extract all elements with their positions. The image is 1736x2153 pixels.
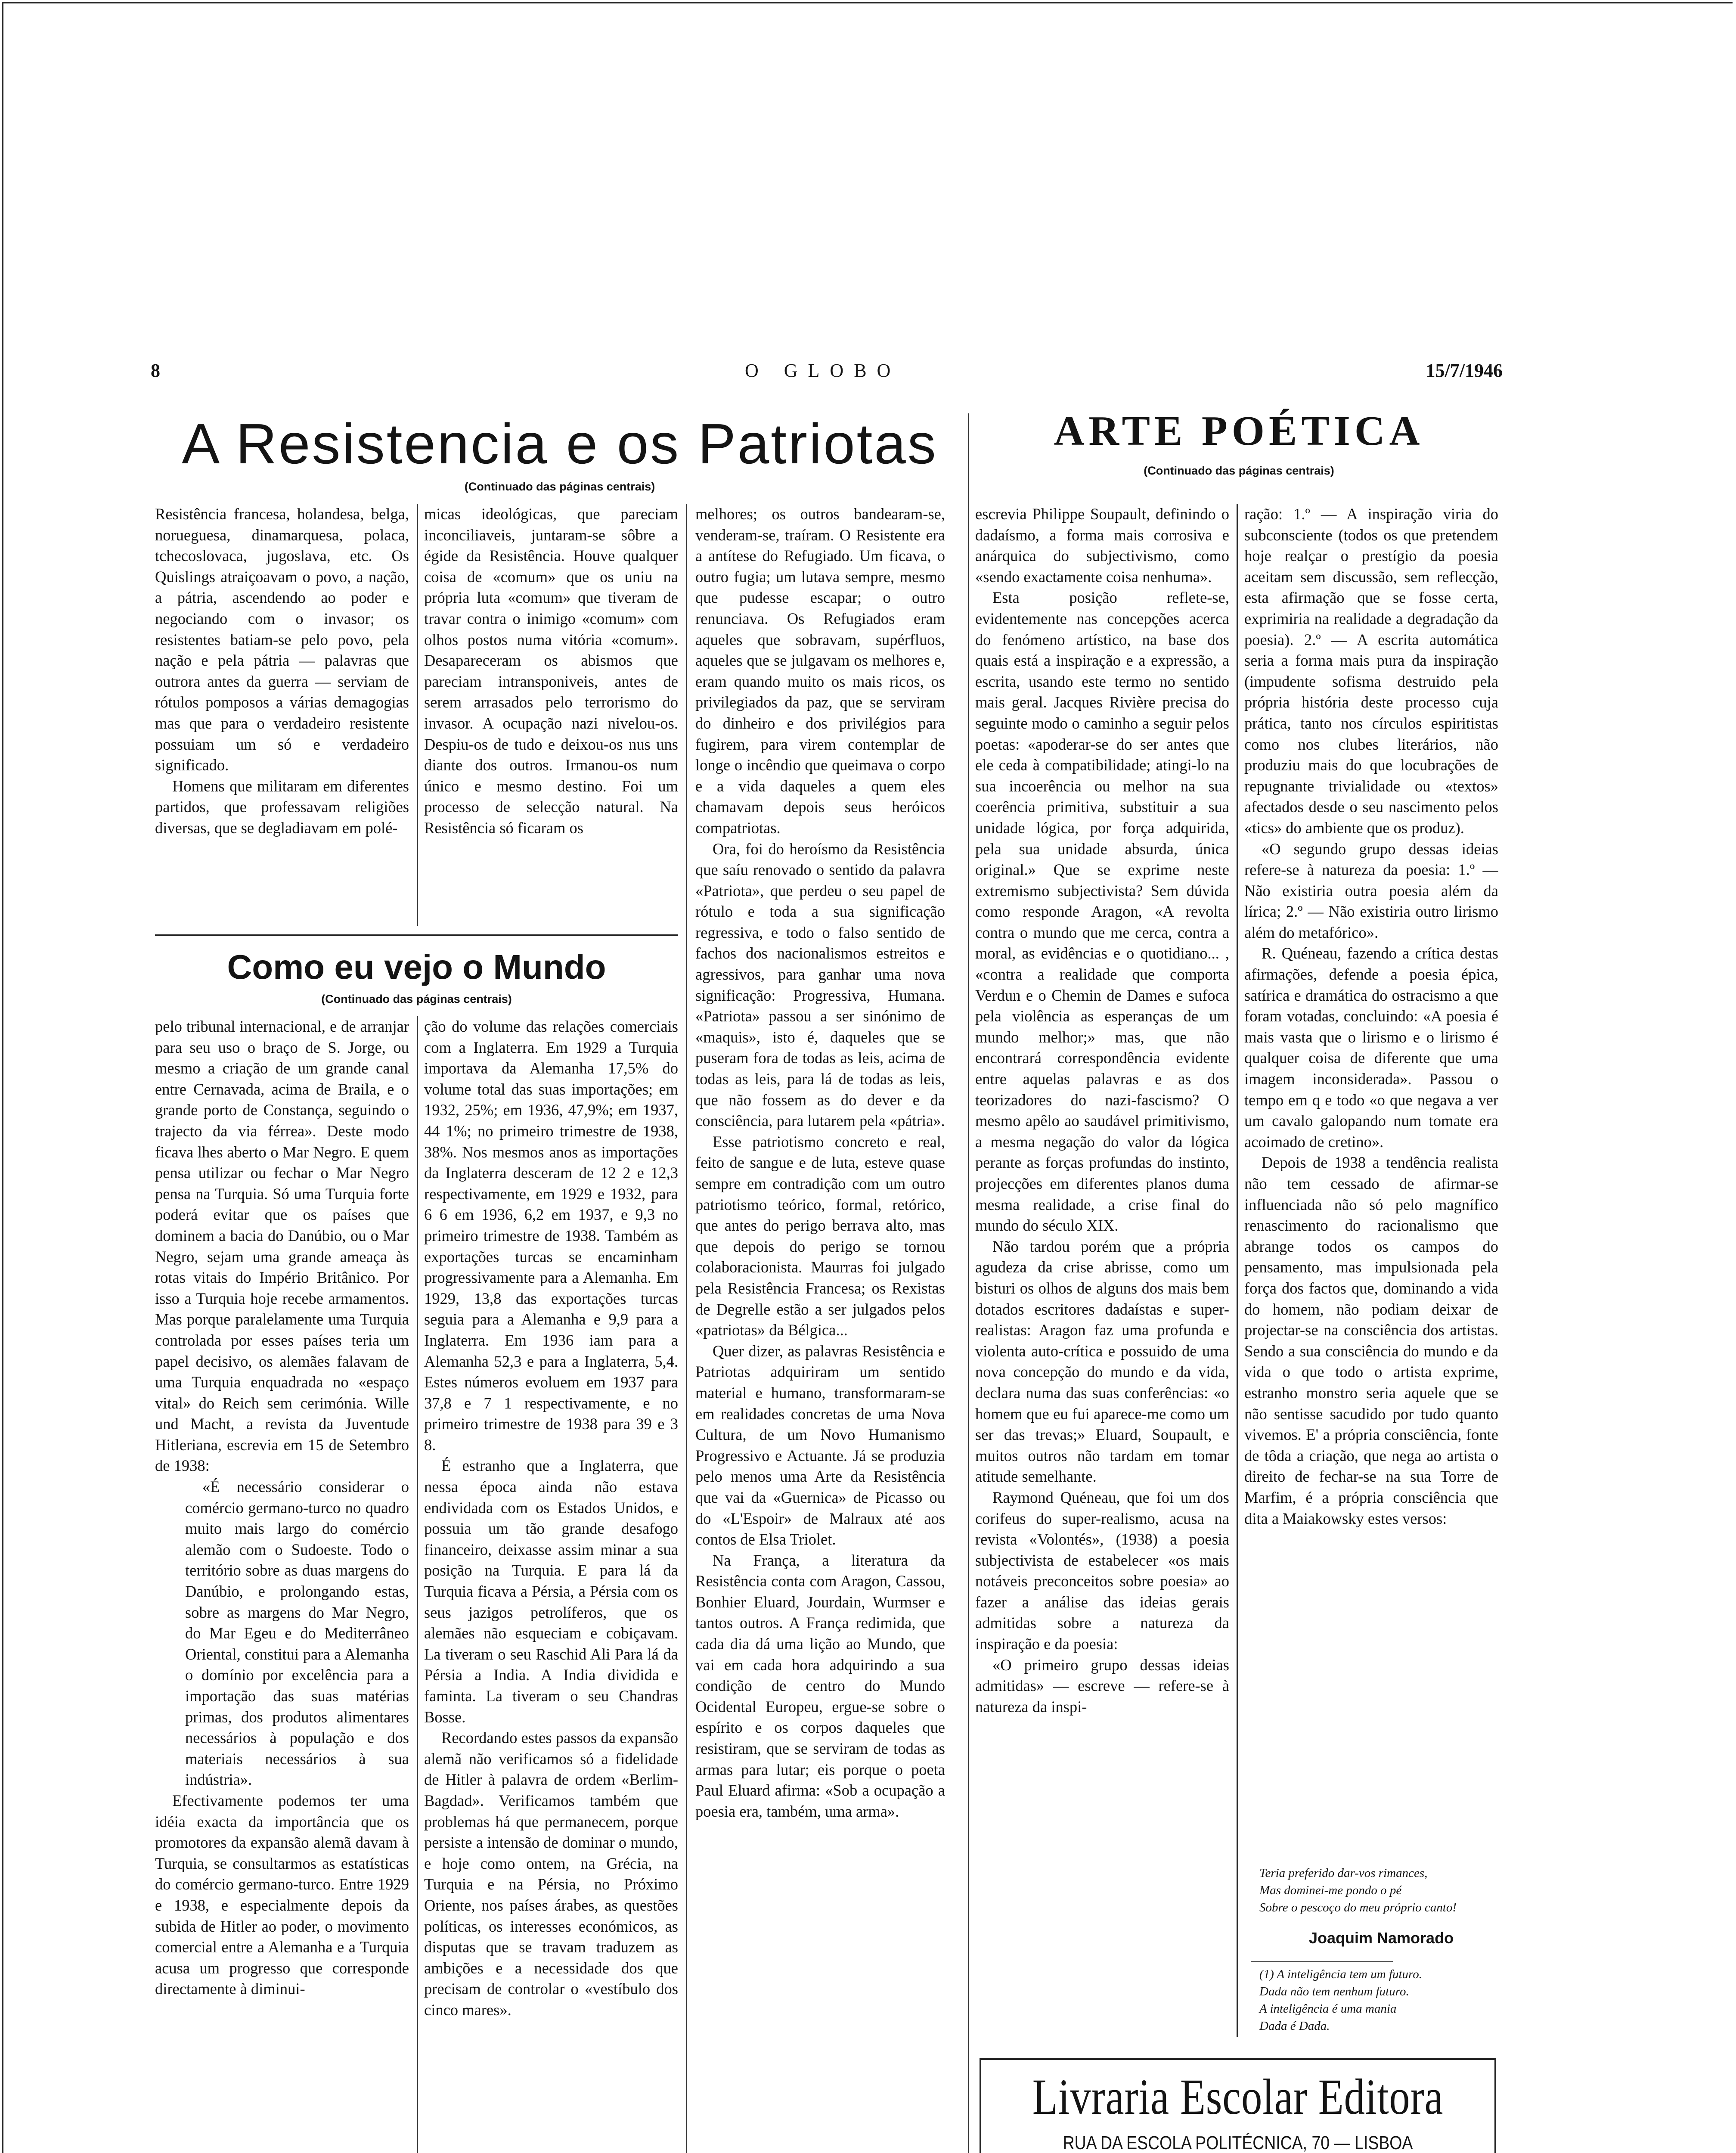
paragraph: «O segundo grupo dessas ideias refere-se à natureza da poesia: 1.º — Não existiria outra poesia além da lírica; 2.º — Não existiria outro lirismo além do metafórico».	[1244, 840, 1498, 941]
bookstore-advertisement	[980, 2058, 1496, 2153]
article3-title: ARTE POÉTICA	[1054, 408, 1424, 454]
page-number: 8	[151, 360, 160, 381]
paragraph: Quer dizer, as palavras Resistência e Patriotas adquiriram um sentido material e humano, transformaram-se em realidades concretas de uma Nova Cultura, de um Novo Humanismo Progressivo e Actuante. Já se produzia pelo menos uma Arte da Resistência que vai da «Guernica» de Picasso ou do «L'Espoir» de Malraux até aos contos de Elsa Triolet.	[695, 1342, 945, 1548]
footnote-line: (1) A inteligência tem um futuro.	[1259, 1967, 1423, 1981]
footnote-line: A inteligência é uma mania	[1259, 2002, 1397, 2016]
paragraph: micas ideológicas, que pareciam inconciliaveis, juntaram-se sôbre a égide da Resistência. Houve qualquer coisa de «comum» que os uniu na própria luta «comum» que tiveram de travar contra o inimigo «comum» com olhos postos numa vitória «comum». Desapareceram os abismos que pareciam intransponiveis, antes de serem arrasados pelo terrorismo do invasor. A ocupação nazi nivelou-os. Despiu-os de tudo e deixou-os nus uns diante dos outros. Irmanou-os num único e mesmo destino. Foi um processo de selecção natural. Na Resistência só ficaram os	[424, 505, 678, 837]
verse-line: Teria preferido dar-vos rimances,	[1259, 1866, 1428, 1880]
paragraph: Ora, foi do heroísmo da Resistência que saíu renovado o sentido da palavra «Patriota», que perdeu o seu papel de rótulo e toda a sua significação regressiva, e todo o falso sentido de fachos dos nacionalismos estreitos e agressivos, para ganhar uma nova significação: Progressiva, Humana. «Patriota» passou a ser sinónimo de «maquis», isto é, daqueles que se puseram fora de todas as leis, acima de todas as leis, para lá de todas as leis, que não fossem as do dever e da consciência, para lutarem pela «pátria».	[695, 840, 945, 1130]
paragraph: escrevia Philippe Soupault, definindo o dadaísmo, a forma mais corrosiva e anárquica do subjectivismo, como «sendo exactamente coisa nenhuma».	[975, 505, 1229, 586]
paragraph: Esse patriotismo concreto e real, feito de sangue e de luta, esteve quase sempre em contradição com um outro patriotismo teórico, formal, retórico, que antes do perigo berrava alto, mas que depois do perigo se tornou colaboracionista. Maurras foi julgado pela Resistência Francesa; os Rexistas de Degrelle estão a ser julgados pelos «patriotas» da Bélgica...	[695, 1132, 945, 1339]
footnote-line: Dada não tem nenhum futuro.	[1259, 1985, 1409, 1998]
article2-title: Como eu vejo o Mundo	[227, 948, 606, 986]
paragraph: ção do volume das relações comerciais com a Inglaterra. Em 1929 a Turquia importava da Alemanha 17,5% do volume total das suas importações; em 1932, 25%; em 1936, 47,9%; em 1937, 44 1%; no primeiro trimestre de 1938, 38%. Nos mesmos anos as importações da Inglaterra desceram de 12 2 e 12,3 respectivamente, em 1929 e 1932, para 6 6 em 1936, 6,2 em 1937, e 9,3 no primeiro trimestre de 1938. Também as exportações turcas se encaminham progressivamente para a Alemanha. Em 1929, 13,8 das exportações turcas seguia para a Alemanha e 9,9 para a Inglaterra. Em 1936 iam para a Alemanha 52,3 e para a Inglaterra, 5,4. Estes números evoluem em 1937 para 37,8 e 7 1 respectivamente, e no primeiro trimestre de 1938 para 39 e 3 8.	[424, 1018, 678, 1454]
verse-line: Mas dominei-me pondo o pé	[1259, 1883, 1402, 1897]
article2-column-1	[155, 1016, 409, 2153]
article3-continued-note: (Continuado das páginas centrais)	[1144, 464, 1334, 477]
article3-column-1	[975, 504, 1229, 2037]
paragraph: Na França, a literatura da Resistência conta com Aragon, Cassou, Bonhier Eluard, Jourdain, Wurmser e tantos outros. A França redimida, que cada dia dá uma lição ao Mundo, que vai em cada hora adquirindo a sua condição de centro do Mundo Ocidental Europeu, ergue-se sobre o espírito e os corpos daqueles que resistiram, que se serviram de todas as armas para lutar; eis porque o poeta Paul Eluard afirma: «Sob a ocupação a poesia era, também, uma arma».	[695, 1551, 945, 1820]
article-separator	[155, 934, 678, 936]
paragraph: Homens que militaram em diferentes partidos, que professavam religiões diversas, que se degladiavam em polé-	[155, 777, 409, 837]
column-rule	[417, 1016, 418, 2153]
ad-address: RUA DA ESCOLA POLITÉCNICA, 70 — LISBOA	[1063, 2132, 1413, 2153]
article3-column-2	[1244, 504, 1498, 1847]
footnote-rule	[1251, 1961, 1393, 1962]
paragraph: Recordando estes passos da expansão alemã não verificamos só a fidelidade de Hitler à palavra de ordem «Berlim-Bagdad». Verificamos também que problemas há que permanecem, porque persiste a intensão de dominar o mundo, e hoje como ontem, na Grécia, na Turquia e na Pérsia, no Próximo Oriente, nos países árabes, as questões políticas, os interesses económicos, as disputas que se travam traduzem as ambições e a necessidade dos que precisam de controlar o «vestíbulo dos cinco mares».	[424, 1729, 678, 2019]
article1-column-3	[695, 504, 945, 2153]
paragraph: Não tardou porém que a própria agudeza da crise abrisse, como um bisturi os olhos de alguns dos mais bem dotados escritores dadaístas e super-realistas: Aragon faz uma profunda e violenta auto-crítica e possuido de uma nova concepção do mundo e da vida, declara numa das suas conferências: «o homem que eu fui aparece-me como um ser das trevas;» Eluard, Soupault, e muitos outros não tardam em tomar atitude semelhante.	[975, 1237, 1229, 1486]
article2-continued-note: (Continuado das páginas centrais)	[321, 993, 512, 1005]
paragraph: Depois de 1938 a tendência realista não tem cessado de afirmar-se influenciada não só pelo magnífico renascimento do racionalismo que abrange todos os campos do pensamento, mas impulsionada pela força dos factos que, dominando a vida do homem, não podiam deixar de projectar-se na consciência dos artistas. Sendo a sua consciência do mundo e da vida o que todo o artista exprime, estranho monstro seria aquele que se não sentisse sacudido por tudo quanto vivemos. E' a própria consciência, fonte de tôda a criação, que nega ao artista o direito de fechar-se na sua Torre de Marfim, é a própria consciência que dita a Maiakowsky estes versos:	[1244, 1154, 1498, 1527]
paragraph: R. Quéneau, fazendo a crítica destas afirmações, defende a poesia épica, satírica e dramática do ostracismo a que foram votadas, concluindo: «A poesia é mais vasta que o lirismo e o lirismo é qualquer coisa de diferente que uma imagem inconsiderada». Passou o tempo em q e todo «o que negava a ver um cavalo galopando num tomate era acoimado de cretino».	[1244, 944, 1498, 1151]
article2-column-2	[424, 1016, 678, 2153]
footnote-line: Dada é Dada.	[1259, 2019, 1330, 2033]
paragraph: Esta posição reflete-se, evidentemente nas concepções acerca do fenómeno artístico, na base dos quais está a inspiração e a expressão, a escrita, usando este termo no sentido mais geral. Jacques Rivière precisa do seguinte modo o caminho a seguir pelos poetas: «apoderar-se do ser antes que ele ceda à compatibilidade; atingi-lo na sua incoerência ou melhor na sua coerência primitiva, substituir a sua unidade lógica, por força adquirida, pela sua unidade absurda, única original.» Que se exprime neste extremismo subjectivista? Sem dúvida como responde Aragon, «A revolta contra o mundo que me cerca, contra a moral, as evidências e o quotidiano... , «contra a realidade que comporta Verdun e o Chemin de Dames e sufoca pela violência as esperanças de um mundo melhor;» mas, que não encontrará correspondência evidente entre aquelas palavras e as dos teorizadores do nazi-fascismo? O mesmo apêlo ao saudável primitivismo, a mesma negação do valor da lógica perante as forças profundas do instinto, projecções em diferentes planos duma mesma realidade, a crise final do mundo do século XIX.	[975, 589, 1229, 1235]
author-signature: Joaquim Namorado	[1309, 1929, 1454, 1947]
paragraph: «O primeiro grupo dessas ideias admitidas» — escreve — refere-se à natureza da inspi-	[975, 1656, 1229, 1716]
page-header	[151, 360, 1503, 385]
column-rule	[417, 504, 418, 926]
paragraph: Efectivamente podemos ter uma idéia exacta da importância que os promotores da expansão alemã davam à Turquia, se consultarmos as estatísticas do comércio germano-turco. Entre 1929 e 1938, e especialmente depois da subida de Hitler ao poder, o movimento comercial entre a Alemanha e a Turquia acusa um progresso que corresponde directamente à diminui-	[155, 1791, 409, 1998]
article1-continued-note: (Continuado das páginas centrais)	[464, 480, 655, 493]
verse-block	[1259, 1864, 1500, 1916]
quote-paragraph: «É necessário considerar o comércio germano-turco no quadro muito mais largo do comércio alemão com o Sudoeste. Todo o território sobre as duas margens do Danúbio, e prolongando estas, sobre as margens do Mar Negro, do Mar Egeu e do Mediterrâneo Oriental, constitui para a Alemanha o domínio por excelência para a importação das suas matérias primas, dos produtos alimentares necessários à população e dos materiais necessários à sua indústria».	[185, 1478, 409, 1789]
footnote-block	[1259, 1966, 1500, 2035]
column-rule	[686, 504, 687, 2153]
verse-line: Sobre o pescoço do meu próprio canto!	[1259, 1901, 1457, 1914]
article1-title: A Resistencia e os Patriotas	[182, 412, 938, 475]
ad-store-name: Livraria Escolar Editora	[1032, 2069, 1444, 2125]
issue-date: 15/7/1946	[1426, 360, 1503, 381]
section-rule	[968, 413, 969, 2153]
paragraph: É estranho que a Inglaterra, que nessa época ainda não estava endividada com os Estados Unidos, e possuia um tão grande desafogo financeiro, deixasse assim minar a sua posição na Turquia. E para lá da Turquia ficava a Pérsia, a Pérsia com os seus jazigos petrolíferos, que os alemães não esqueciam e cobiçavam. La tiveram o seu Raschid Ali Para lá da Pérsia a India. A India dividida e faminta. La tiveram o seu Chandras Bosse.	[424, 1457, 678, 1726]
masthead: O GLOBO	[745, 360, 901, 381]
paragraph: ração: 1.º — A inspiração viria do subconsciente (todos os que pretendem hoje realçar o prestígio da poesia aceitam sem discussão, sem reflecção, esta afirmação que se fosse certa, exprimiria na realidade a degradação da poesia). 2.º — A escrita automática seria a forma mais pura da inspiração (impudente sofisma destruido pela própria história deste processo cuja prática, tanto nos círculos espiritistas como nos clubes literários, não produziu mais do que locubrações de repugnante trivialidade ou «textos» afectados desde o seu nascimento pelos «tics» do ambiente que os produz).	[1244, 505, 1498, 837]
article1-column-2	[424, 504, 678, 930]
paragraph: Resistência francesa, holandesa, belga, norueguesa, dinamarquesa, polaca, tchecoslovaca, jugoslava, etc. Os Quislings atraiçoavam o povo, a nação, a pátria, ascendendo ao poder e negociando com o invasor; os resistentes batiam-se pelo povo, pela nação e pela pátria — palavras que outrora antes da guerra — serviam de rótulos pomposos a várias demagogias mas que para o verdadeiro resistente possuiam um só e verdadeiro significado.	[155, 505, 409, 774]
article1-column-1	[155, 504, 409, 930]
paragraph: Raymond Quéneau, que foi um dos corifeus do super-realismo, acusa na revista «Volontés», (1938) a poesia subjectivista de estabelecer «os mais notáveis preconceitos sobre poesia» ao fazer a análise das ideias gerais admitidas sobre a natureza da inspiração e da poesia:	[975, 1488, 1229, 1653]
column-rule	[1237, 504, 1238, 2037]
paragraph: pelo tribunal internacional, e de arranjar para seu uso o braço de S. Jorge, ou mesmo a criação de um grande canal entre Cernavada, acima de Braila, e o grande porto de Constança, seguindo o trajecto da via férrea». Deste modo ficava lhes aberto o Mar Negro. E quem pensa utilizar ou fechar o Mar Negro pensa na Turquia. Só uma Turquia forte poderá evitar que os países que dominem a bacia do Danúbio, ou o Mar Negro, sejam uma grande ameaça às rotas vitais do Império Britânico. Por isso a Turquia hoje recebe armamentos. Mas porque paralelamente uma Turquia controlada por esses países teria um papel decisivo, os alemães falavam de uma Turquia enquadrada no «espaço vital» do Reich sem cerimónia. Wille und Macht, a revista da Juventude Hitleriana, escrevia em 15 de Setembro de 1938:	[155, 1018, 409, 1475]
paragraph: melhores; os outros bandearam-se, venderam-se, traíram. O Resistente era a antítese do Refugiado. Um ficava, o outro fugia; um lutava sempre, mesmo que pudesse escapar; o outro renunciava. Os Refugiados eram aqueles que sobravam, supérfluos, aqueles que se julgavam os melhores e, eram quando muito os mais ricos, os privilegiados da paz, que se serviram do dinheiro e dos privilégios para fugirem, para virem contemplar de longe o incêndio que queimava o corpo e a vida daqueles a quem eles chamavam depois seus heróicos compatriotas.	[695, 505, 945, 837]
